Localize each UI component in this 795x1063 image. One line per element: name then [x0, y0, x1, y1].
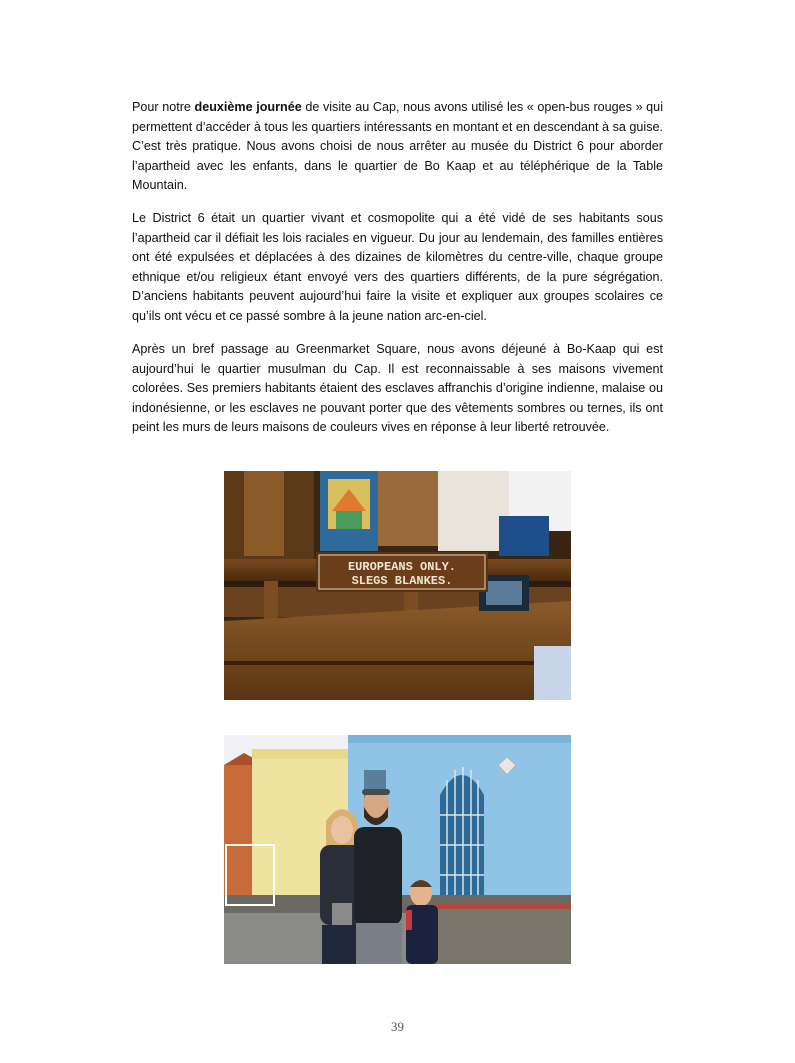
paragraph-bo-kaap: Après un bref passage au Greenmarket Square, nous avons déjeuné à Bo-Kaap qui est aujourd’hui le quartier musulman du Cap. Il est reconnaissable à ses maisons vivement colorées. Ses premiers habitants étaient des esclaves affranchis d’origine indienne, malaise ou indonésienne, or les esclaves ne pouvant porter que des vêtements sombres ou ternes, ils ont peint les murs de leurs maisons de couleurs vives en réponse à leur liberté retrouvée. [132, 342, 663, 435]
p1-intro: Pour notre [132, 100, 195, 114]
paragraph-deuxieme-journee [132, 98, 663, 196]
photo-district6-bench [224, 471, 571, 700]
sign-line-1: EUROPEANS ONLY. [347, 560, 457, 574]
photo-bo-kaap-family [224, 735, 571, 964]
paragraph-district-6: Le District 6 était un quartier vivant et cosmopolite qui a été vidé de ses habitants sous l’apartheid car il défiait les lois raciales en vigueur. Du jour au lendemain, des familles entières ont été expulsées et déplacées à des dizaines de kilomètres du centre-ville, chaque groupe ethnique et/ou religieux étant envoyé vers des quartiers différents, de la pure ségrégation. D’anciens habitants peuvent aujourd’hui faire la visite et expliquer aux groupes scolaires ce qu’ils ont vécu et ce passé sombre à la jeune nation arc-en-ciel. [132, 211, 663, 323]
p1-rest: de visite au Cap, nous avons utilisé les « open-bus rouges » qui permettent d’accéder à tous les quartiers intéressants en montant et en descendant à sa guise. C’est très pratique. Nous avons choisi de nous arrêter au musée du District 6 pour aborder l’apartheid avec les enfants, dans le quartier de Bo Kaap et au téléphérique de la Table Mountain. [132, 100, 663, 193]
page-number: 39 [391, 1019, 404, 1034]
bench-photo-svg [224, 471, 571, 700]
sign-line-2: SLEGS BLANKES. [351, 574, 453, 588]
p1-bold-phrase: deuxième journée [194, 100, 302, 114]
family-photo-svg [224, 735, 571, 964]
